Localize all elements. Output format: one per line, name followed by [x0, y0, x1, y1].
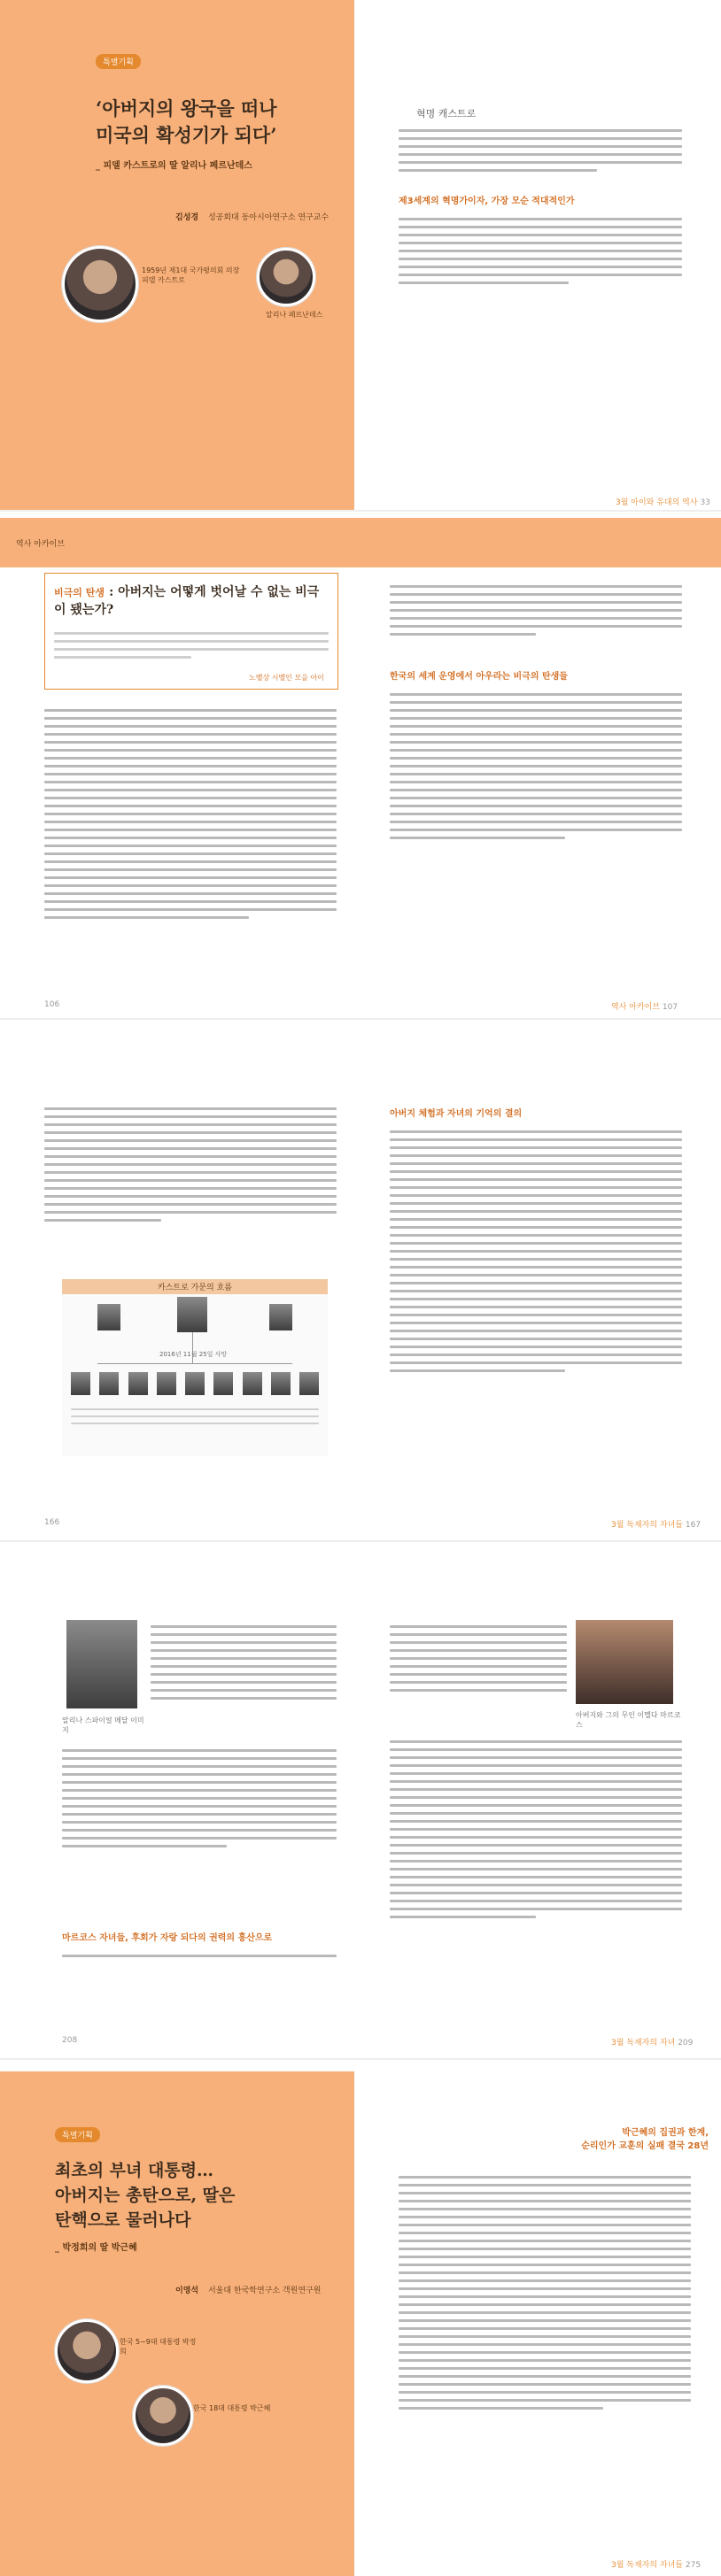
chart-photo-child	[71, 1372, 90, 1395]
chart-note: 2016년 11월 25일 사망	[159, 1351, 228, 1358]
page-number-left: 106	[44, 1000, 60, 1009]
portrait-caption-1: 한국 5~9대 대통령 박정희	[120, 2338, 197, 2356]
page-number-right: 3월 독재자의 자녀들 167	[611, 1521, 702, 1530]
page-number-right: 3월 아이와 유대의 역사 33	[616, 498, 710, 507]
spread-5-right-body	[399, 2171, 691, 2415]
divider	[0, 1018, 721, 1020]
spread-2-right-body-1	[390, 580, 682, 641]
spread-4-right-body-1	[390, 1620, 567, 1697]
left-photo	[66, 1620, 137, 1708]
left-orange-head: 마르코스 자녀들, 후회가 자랑 되다의 권력의 흥산으로	[62, 1933, 273, 1943]
spread-4	[0, 1558, 721, 2054]
spread-5-left-page	[0, 2071, 354, 2576]
article-subtitle: _ 박정희의 딸 박근혜	[55, 2243, 137, 2253]
chart-photo-child	[157, 1372, 176, 1395]
spread-1-left-page	[0, 0, 354, 510]
section-tag: 특별기획	[55, 2127, 100, 2142]
family-chart	[62, 1279, 328, 1456]
spread-4-left-body-2	[62, 1744, 337, 1853]
article-title: 최초의 부녀 대통령… 아버지는 총탄으로, 딸은 탄핵으로 물러나다	[55, 2161, 236, 2230]
spread-3-right-body	[390, 1125, 682, 1377]
body-text-block-2	[399, 212, 682, 289]
page-number-left: 208	[62, 2036, 78, 2045]
article-title: ‘아버지의 왕국을 떠나 미국의 확성기가 되다’	[96, 97, 277, 146]
spread-1	[0, 0, 721, 510]
chart-photo-wife-2	[269, 1304, 292, 1330]
page-number-left: 166	[44, 1518, 60, 1527]
chart-photo-fidel	[177, 1297, 207, 1332]
chart-connector	[97, 1363, 292, 1364]
spread-3-left-body	[44, 1102, 337, 1227]
section-tag: 특별기획	[96, 54, 141, 69]
spread-2-header: 역사 아카이브	[16, 540, 66, 549]
question-text: : 아버지는 어떻게 벗어날 수 없는 비극이 됐는가?	[54, 585, 320, 617]
chart-photo-child	[299, 1372, 319, 1395]
children-row	[71, 1372, 319, 1395]
right-heading: 혁명 캐스트로	[416, 108, 477, 120]
portrait-caption-1: 1959년 제1대 국가평의회 의장 피델 카스트로	[142, 266, 240, 284]
right-head: 박근혜의 집권과 한계, 순리인가 교훈의 실패 결국 28년	[581, 2128, 709, 2151]
chart-photo-child	[243, 1372, 262, 1395]
spread-2-right-subhead: 한국의 세계 운영에서 아우라는 비극의 탄생들	[390, 672, 568, 682]
children-captions	[71, 1403, 319, 1430]
portrait-photo-2	[133, 2386, 193, 2446]
spread-4-right-body-2	[390, 1735, 682, 1924]
chart-photo-child	[99, 1372, 119, 1395]
portrait-photo-1	[62, 246, 138, 322]
divider	[0, 1540, 721, 1542]
author-line: 이영석 서울대 한국학연구소 객원연구원	[175, 2287, 322, 2295]
spread-4-left-body-3	[62, 1949, 337, 1963]
page-number-right: 역사 아카이브 107	[611, 1003, 678, 1012]
body-text-block-1	[399, 124, 682, 177]
author-line: 김성경 성공회대 동아시아연구소 연구교수	[175, 213, 329, 222]
question-caption: 노벨상 시벨인 모을 아이	[249, 674, 324, 682]
chart-photo-child	[271, 1372, 291, 1395]
spread-3	[0, 1040, 721, 1536]
question-box	[44, 573, 338, 690]
section-subhead: 제3세계의 혁명가이자, 가장 모순 적대적인가	[399, 197, 575, 206]
spread-2-right-body-2	[390, 688, 682, 845]
spread-2	[0, 518, 721, 1015]
divider	[0, 2058, 721, 2060]
divider	[0, 510, 721, 512]
chart-photo-wife-1	[97, 1304, 120, 1330]
question-tag: 비극의 탄생	[54, 587, 105, 598]
right-photo-caption: 아버지와 그의 무인 이멜다 마르코스	[576, 1711, 681, 1729]
chart-photo-child	[213, 1372, 233, 1395]
page-number-right: 3월 독재자의 자녀들 275	[611, 2561, 702, 2570]
spread-3-right-subhead: 아버지 체험과 자녀의 기억의 결의	[390, 1109, 523, 1119]
spread-1-right-page	[372, 0, 721, 510]
spread-5-right-page	[372, 2071, 721, 2576]
article-subtitle: _ 피델 카스트로의 딸 알리나 페르난데스	[96, 161, 252, 171]
chart-photo-child	[128, 1372, 148, 1395]
spread-4-left-body-1	[151, 1620, 337, 1705]
spread-2-top-band	[0, 518, 721, 567]
portrait-photo-2	[257, 248, 315, 306]
page-number-right: 3월 독재자의 자녀 209	[611, 2039, 694, 2048]
family-chart-title: 카스트로 가문의 흐름	[62, 1279, 328, 1294]
portrait-photo-1	[55, 2319, 119, 2383]
right-photo	[576, 1620, 673, 1704]
portrait-caption-2: 알리나 페르난데스	[266, 311, 323, 319]
portrait-caption-2: 한국 18대 대통령 박근혜	[193, 2404, 271, 2412]
chart-photo-child	[185, 1372, 205, 1395]
spread-2-left-body	[44, 704, 337, 924]
left-photo-caption: 알리나 스파이얼 메달 이미지	[62, 1716, 144, 1734]
spread-5	[0, 2071, 721, 2576]
